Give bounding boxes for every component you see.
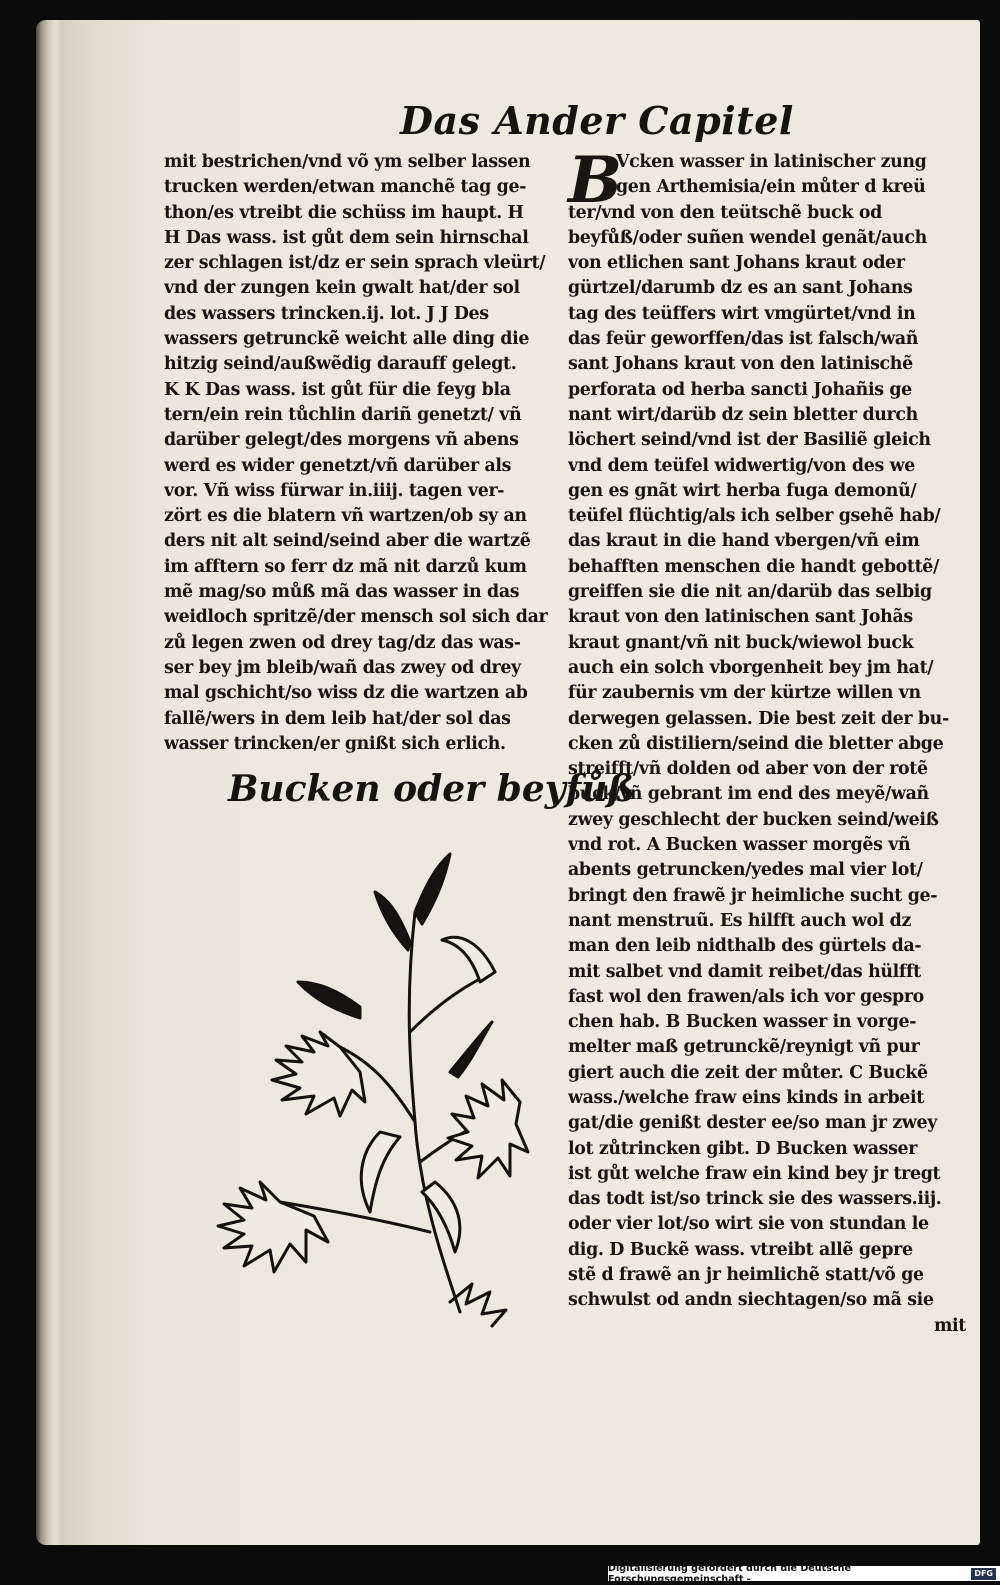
text-line: man den leib nidthalb des gürtels da-	[568, 936, 922, 957]
mugwort-woodcut-illustration	[210, 832, 540, 1332]
text-line: weidloch spritzẽ/der mensch sol sich dar	[164, 607, 548, 628]
text-line: giert auch die zeit der můter. C Buckẽ	[568, 1062, 928, 1083]
text-line: bringt den frawẽ jr heimliche sucht ge-	[568, 885, 938, 906]
text-line: zů legen zwen od drey tag/dz das was-	[164, 632, 521, 653]
text-line: gürtzel/darumb dz es an sant Johans	[568, 278, 913, 299]
text-line: tern/ein rein tůchlin dariñ genetzt/ vñ	[164, 404, 522, 425]
text-line: teüfel flüchtig/als ich selber gsehẽ hab/	[568, 506, 941, 527]
text-line: das kraut in die hand vbergen/vñ eim	[568, 531, 920, 552]
text-line: vnd rot. A Bucken wasser morgẽs vñ	[568, 835, 911, 856]
text-line: ist gůt welche fraw ein kind bey jr tregt	[568, 1163, 941, 1184]
text-line: wassers getrunckẽ weicht alle ding die	[164, 329, 530, 350]
chapter-heading: Das Ander Capitel	[400, 98, 794, 143]
text-line: mit bestrichen/vnd võ ym selber lassen	[164, 152, 531, 172]
text-line: für zaubernis vm der kürtze willen vn	[568, 683, 921, 704]
text-line: ders nit alt seind/seind aber die wartzẽ	[164, 531, 531, 552]
text-line: kraut von den latinischen sant Johãs	[568, 607, 913, 628]
text-line: mit	[934, 1315, 966, 1336]
left-text-column	[164, 150, 564, 757]
text-line: zwey geschlecht der bucken seind/weiß	[568, 809, 939, 830]
text-line: vor. Vñ wiss fürwar in.iiij. tagen ver-	[164, 480, 505, 501]
text-line: werd es wider genetzt/vñ darüber als	[164, 455, 512, 476]
text-line: mit salbet vnd damit reibet/das hülfft	[568, 961, 921, 982]
book-page	[60, 20, 980, 1545]
plant-title: Bucken oder beyfůß	[228, 768, 635, 810]
text-line: kraut gnant/vñ nit buck/wiewol buck	[568, 632, 914, 653]
text-line: mal gschicht/so wiss dz die wartzen ab	[164, 683, 528, 704]
text-line: buck/vñ gebrant im end des meyẽ/wañ	[568, 784, 929, 805]
text-line: wasser trincken/er gnißt sich erlich.	[164, 733, 506, 754]
text-line: auch ein solch vborgenheit bey jm hat/	[568, 657, 934, 678]
text-line: im afftern so ferr dz mã nit darzů kum	[164, 556, 527, 577]
right-text-column	[568, 143, 966, 1339]
text-line: abents getruncken/yedes mal vier lot/	[568, 860, 923, 881]
text-line: lot zůtrincken gibt. D Bucken wasser	[568, 1138, 918, 1159]
drop-cap: B	[568, 143, 623, 218]
text-line: hitzig seind/außwẽdig darauff gelegt.	[164, 354, 517, 375]
text-line: gen Arthemisia/ein můter d kreü	[616, 177, 926, 198]
text-line: H Das wass. ist gůt dem sein hirnschal	[164, 227, 529, 248]
text-line: melter maß getrunckẽ/reynigt vñ pur	[568, 1037, 920, 1058]
digitization-credit-bar	[608, 1562, 1000, 1585]
text-line: chen hab. B Bucken wasser in vorge-	[568, 1012, 917, 1033]
text-line: behafften menschen die handt gebottẽ/	[568, 556, 939, 577]
text-line: darüber gelegt/des morgens vñ abens	[164, 430, 519, 451]
text-line: ter/vnd von den teütschẽ buck od	[568, 202, 882, 223]
dfg-logo-badge: DFG	[971, 1568, 996, 1580]
text-line: dig. D Buckẽ wass. vtreibt allẽ gepre	[568, 1239, 913, 1260]
text-line: beyfůß/oder suñen wendel genãt/auch	[568, 227, 927, 248]
text-line: mẽ mag/so můß mã das wasser in das	[164, 582, 520, 603]
text-line: fallẽ/wers in dem leib hat/der sol das	[164, 708, 511, 729]
text-line: streifft/vñ dolden od aber von der rotẽ	[568, 759, 928, 780]
text-line: cken zů distiliern/seind die bletter abge	[568, 733, 944, 754]
text-line: perforata od herba sancti Johañis ge	[568, 379, 912, 400]
text-line: das todt ist/so trinck sie des wassers.iij.	[568, 1189, 942, 1210]
text-line: löchert seind/vnd ist der Basiliẽ gleich	[568, 430, 931, 451]
text-line: nant wirt/darüb dz sein bletter durch	[568, 404, 918, 425]
text-line: ser bey jm bleib/wañ das zwey od drey	[164, 657, 521, 678]
text-line: schwulst od andn siechtagen/so mã sie	[568, 1290, 934, 1311]
text-line: fast wol den frawen/als ich vor gespro	[568, 986, 924, 1007]
text-line: tag des teüffers wirt vmgürtet/vnd in	[568, 303, 916, 324]
text-line: sant Johans kraut von den latinischẽ	[568, 354, 913, 375]
text-line: nant menstruũ. Es hilfft auch wol dz	[568, 910, 912, 931]
text-line: Vcken wasser in latinischer zung	[616, 152, 927, 172]
text-line: von etlichen sant Johans kraut oder	[568, 253, 905, 274]
text-line: derwegen gelassen. Die best zeit der bu-	[568, 708, 949, 729]
text-line: das feür geworffen/das ist falsch/wañ	[568, 329, 919, 350]
text-line: greiffen sie die nit an/darüb das selbig	[568, 582, 932, 603]
text-line: des wassers trincken.ij. lot. J J Des	[164, 303, 489, 324]
text-line: zer schlagen ist/dz er sein sprach vleürt/	[164, 253, 546, 274]
text-line: trucken werden/etwan manchẽ tag ge-	[164, 177, 527, 198]
text-line: K K Das wass. ist gůt für die feyg bla	[164, 379, 511, 400]
text-line: stẽ d frawẽ an jr heimlichẽ statt/võ ge	[568, 1265, 924, 1286]
text-line: wass./welche fraw eins kinds in arbeit	[568, 1087, 924, 1108]
text-line: gen es gnãt wirt herba fuga demonũ/	[568, 480, 917, 501]
text-line: gat/die genißt dester ee/so man jr zwey	[568, 1113, 937, 1134]
text-line: oder vier lot/so wirt sie von stundan le	[568, 1214, 929, 1235]
text-line: vnd dem teüfel widwertig/von des we	[568, 455, 915, 476]
credit-text: Digitalisierung gefördert durch die Deutsche Forschungsgemeinschaft -	[608, 1562, 851, 1585]
text-line: zört es die blatern vñ wartzen/ob sy an	[164, 506, 527, 527]
text-line: thon/es vtreibt die schüss im haupt. H	[164, 202, 524, 223]
text-line: vnd der zungen kein gwalt hat/der sol	[164, 278, 520, 299]
